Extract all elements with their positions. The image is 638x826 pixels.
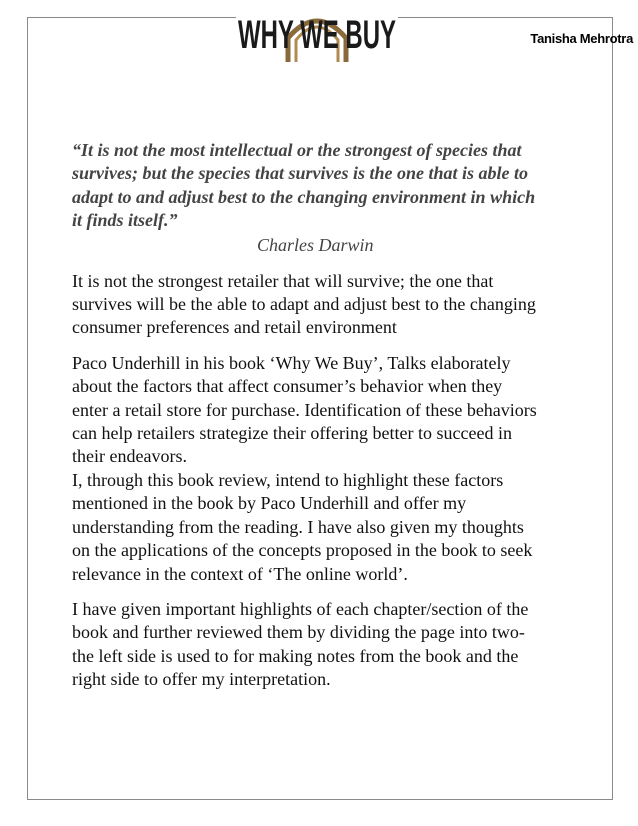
text-line: right side to offer my interpretation. [72,669,331,690]
text-line: mentioned in the book by Paco Underhill and offer my [72,493,467,514]
text-line: can help retailers strategize their offering better to succeed in [72,423,512,444]
text-line: their endeavors. [72,446,187,467]
text-line: on the applications of the concepts proposed in the book to seek [72,540,533,561]
paragraph-intent [72,469,572,586]
paragraph-structure [72,598,572,692]
author-name: Tanisha Mehrotra [530,31,633,46]
logo-text: WHY WE BUY [238,13,397,57]
quote-line: it finds itself.” [72,210,178,231]
text-line: survives will be the able to adapt and adjust best to the changing [72,294,536,315]
quote-line: “It is not the most intellectual or the strongest of species that [72,140,522,160]
quote-line: survives; but the species that survives is the one that is able to [72,163,529,184]
text-line: Paco Underhill in his book ‘Why We Buy’, Talks elaborately [72,352,511,373]
text-line: consumer preferences and retail environment [72,317,397,338]
paragraph-underhill [72,352,572,469]
darwin-quote [72,139,572,233]
review-body [72,139,572,692]
text-line: about the factors that affect consumer’s behavior when they [72,376,503,397]
text-line: I have given important highlights of each chapter/section of the [72,598,529,619]
text-line: understanding from the reading. I have also given my thoughts [72,516,524,537]
book-title-logo [236,4,398,62]
text-line: enter a retail store for purchase. Identification of these behaviors [72,399,537,420]
text-line: the left side is used to for making notes from the book and the [72,645,519,666]
logo-graphic [236,4,398,62]
paragraph-survival [72,270,572,340]
text-line: It is not the strongest retailer that will survive; the one that [72,270,494,291]
quote-line: adapt to and adjust best to the changing environment in which [72,186,536,207]
text-line: book and further reviewed them by dividing the page into two- [72,622,525,643]
text-line: I, through this book review, intend to highlight these factors [72,469,504,490]
text-line: relevance in the context of ‘The online world’. [72,563,408,584]
quote-attribution: Charles Darwin [257,234,374,255]
